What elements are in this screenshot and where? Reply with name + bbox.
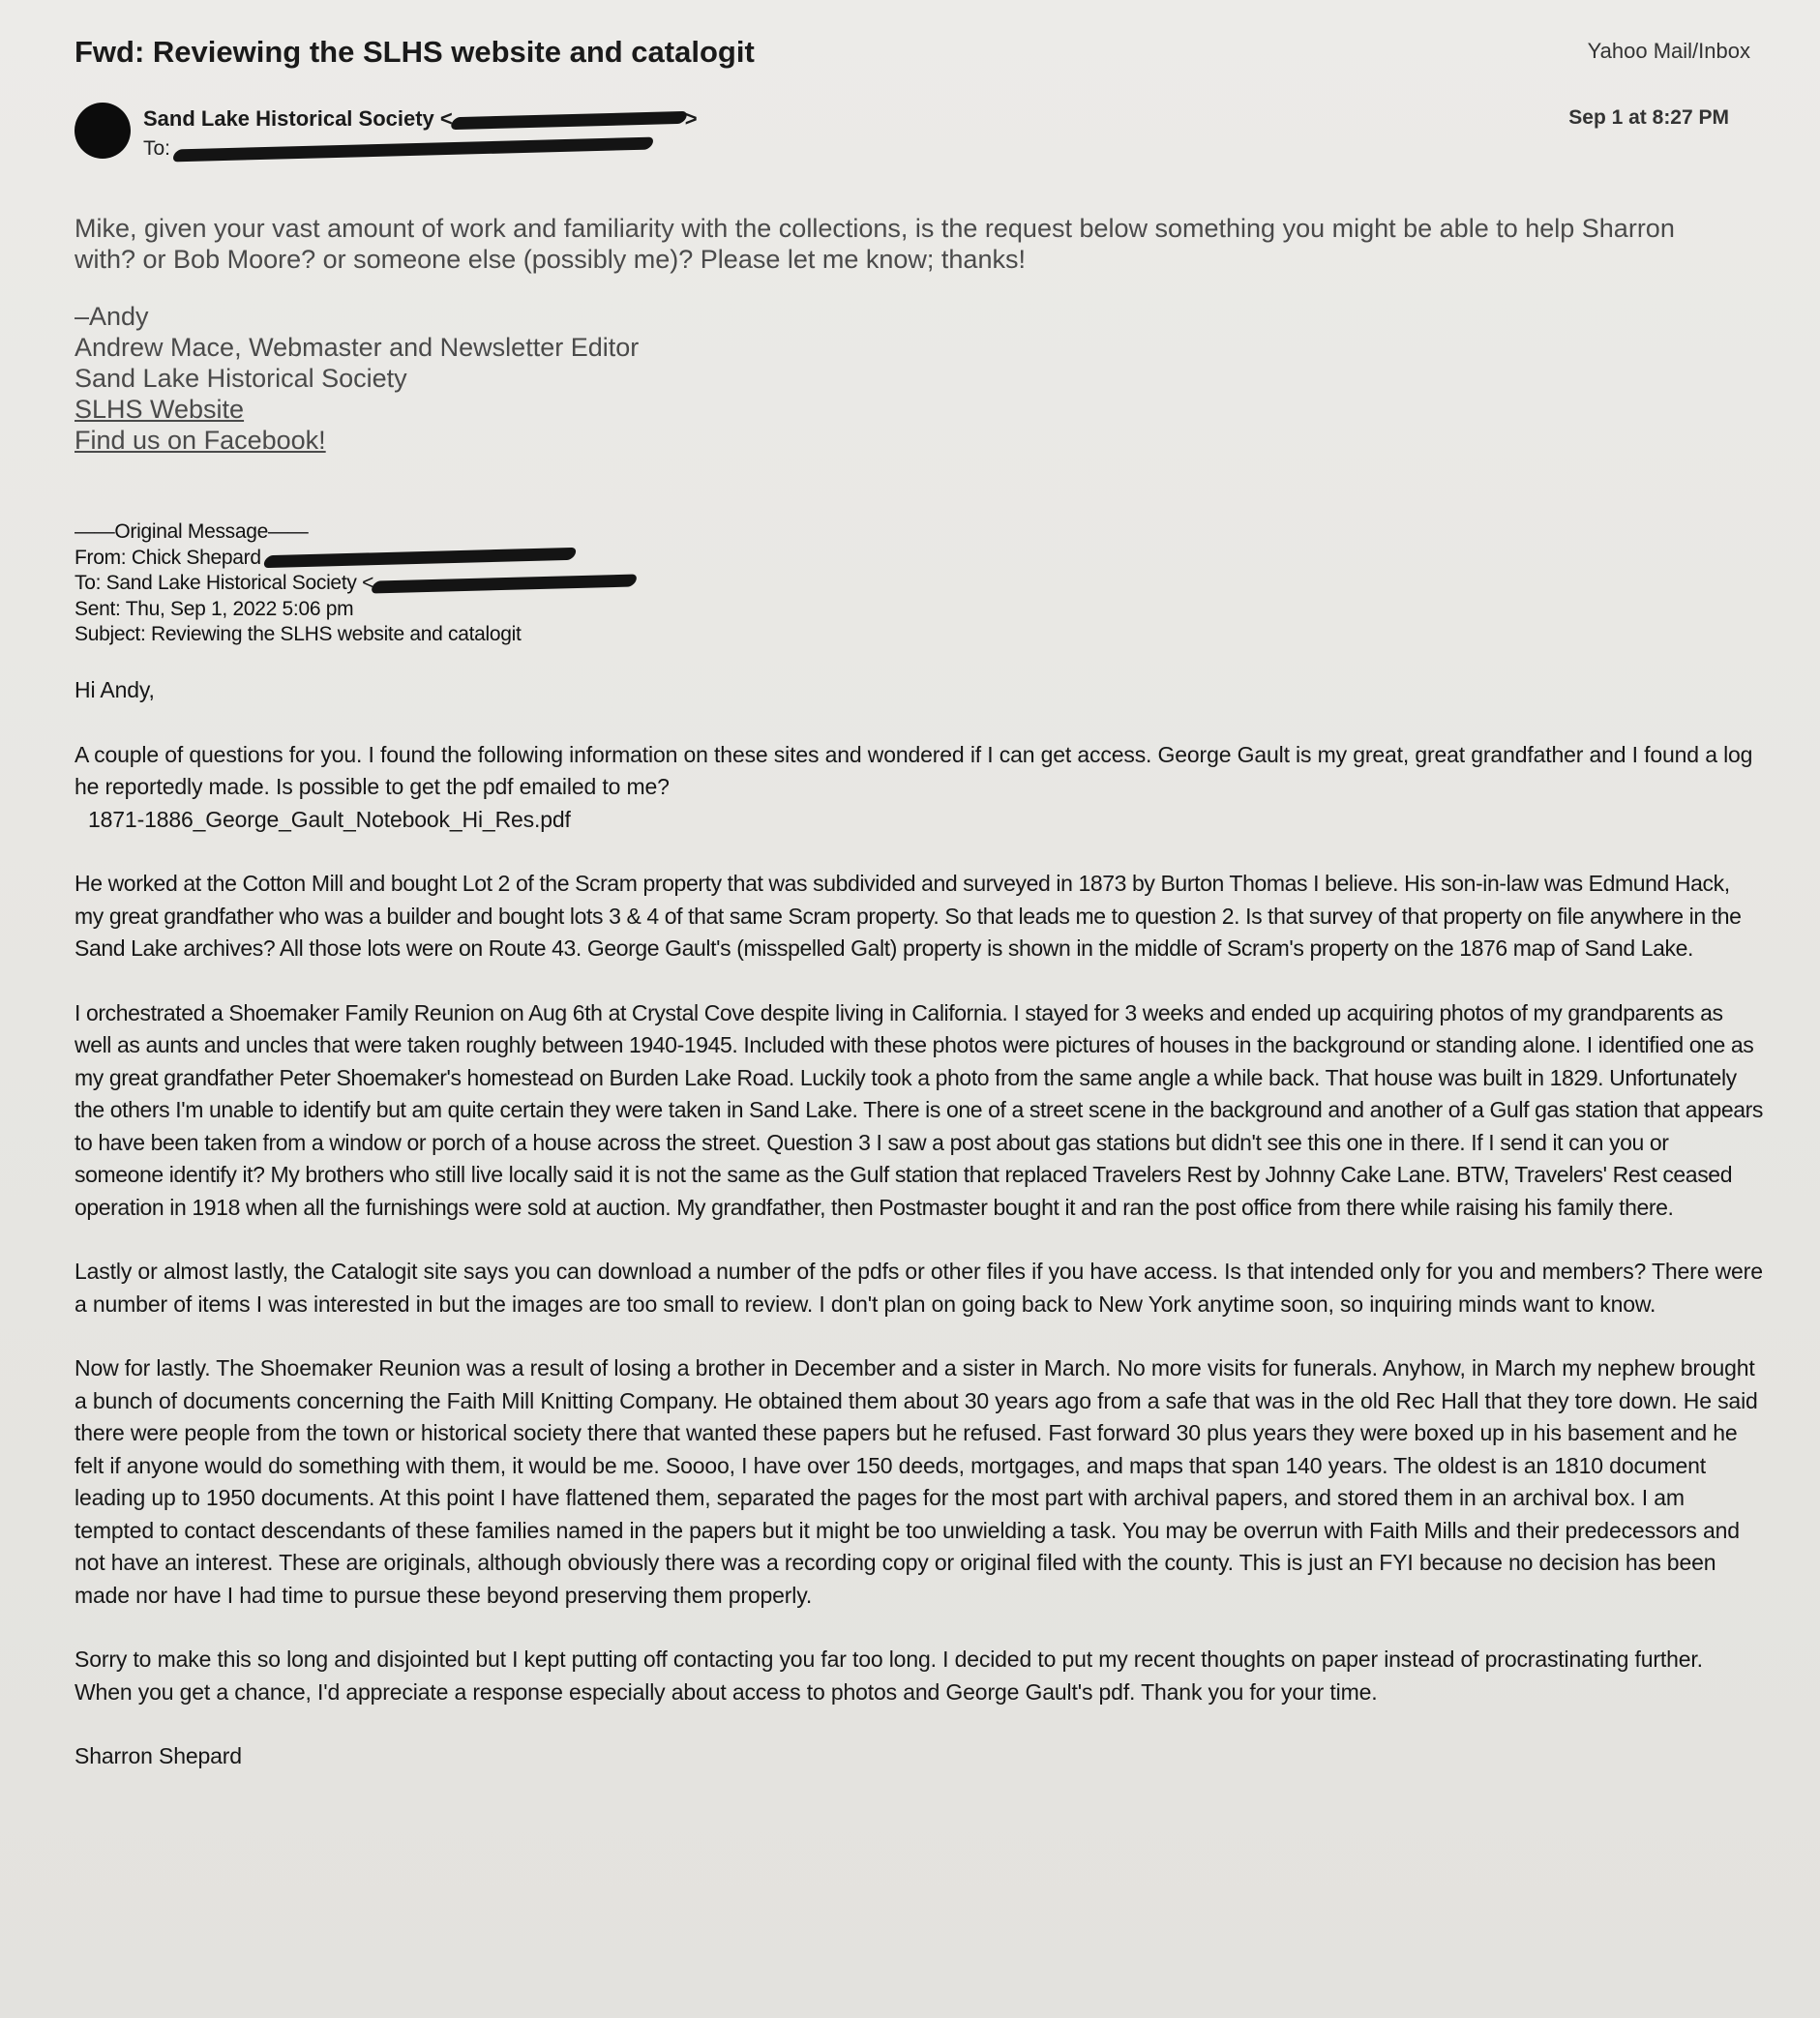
letter-body xyxy=(75,674,1763,1805)
original-divider: ——Original Message—— xyxy=(75,520,309,543)
paragraph-cotton-mill: He worked at the Cotton Mill and bought Lot 2 of the Scram property that was subdivided and surveyed in 1873 by Burton Thomas I believe. His son-in-law was Edmund Hack, my great grandfather who was a builder and bought lots 3 & 4 of that same Scram property. So that leads me to question 2. Is that survey of that property on file anywhere in the Sand Lake archives? All those lots were on Route 43. George Gault's (misspelled Galt) property is shown in the middle of Scram's property on the 1876 map of Sand Lake. xyxy=(75,871,1742,961)
signature-title: Andrew Mace, Webmaster and Newsletter Editor xyxy=(75,333,640,362)
reply-line-1: Mike, given your vast amount of work and familiarity with the collections, is the request below something you might be able to help Sharron xyxy=(75,214,1675,243)
redacted-recipient xyxy=(171,137,655,163)
reply-line-2: with? or Bob Moore? or someone else (possibly me)? Please let me know; thanks! xyxy=(75,245,1026,274)
attachment-filename: 1871-1886_George_Gault_Notebook_Hi_Res.pdf xyxy=(88,806,571,832)
original-subject: Subject: Reviewing the SLHS website and catalogit xyxy=(75,623,522,645)
sender-line xyxy=(143,106,698,132)
paragraph-catalogit: Lastly or almost lastly, the Catalogit site says you can download a number of the pdfs or other files if you have access. Is that intended only for you and members? There were a number of items I was interested in but the images are too small to review. I don't plan on going back to New York anytime soon, so inquiring minds want to know. xyxy=(75,1259,1763,1317)
reply-signature xyxy=(75,301,1758,456)
paragraph-questions: A couple of questions for you. I found the following information on these sites and wondered if I can get access. George Gault is my great, great grandfather and I found a log he reportedly made. Is possible to get the pdf emailed to me? 1871-1886_George_Gault_Notebook_Hi_Res.pdf xyxy=(75,741,1753,832)
sender-name: Sand Lake Historical Society < xyxy=(143,106,453,131)
to-label: To: xyxy=(143,137,171,160)
original-message-header xyxy=(75,519,635,648)
sender-bracket: > xyxy=(684,106,698,131)
signature-name: –Andy xyxy=(75,302,149,331)
redacted-email xyxy=(449,111,688,130)
redacted-from-email xyxy=(262,548,578,568)
reply-section xyxy=(75,213,1758,456)
email-subject: Fwd: Reviewing the SLHS website and catalogit xyxy=(75,35,755,69)
original-sent: Sent: Thu, Sep 1, 2022 5:06 pm xyxy=(75,597,354,620)
paragraph-reunion: I orchestrated a Shoemaker Family Reunion on Aug 6th at Crystal Cove despite living in California. I stayed for 3 weeks and ended up acquiring photos of my grandparents as well as aunts and uncles that were taken roughly between 1940-1945. Included with these photos were pictures of houses in the background or standing alone. I identified one as my great grandfather Peter Shoemaker's homestead on Burden Lake Road. Luckily took a photo from the same angle a while back. That house was built in 1829. Unfortunately the others I'm unable to identify but am quite certain they were taken in Sand Lake. There is one of a street scene in the background and another of a Gulf gas station that appears to have been taken from a window or porch of a house across the street. Question 3 I saw a post about gas stations but didn't see this one in there. If I send it can you or someone identify it? My brothers who still live locally said it is not the same as the Gulf station that replaced Travelers Rest by Johnny Cake Lane. BTW, Travelers' Rest ceased operation in 1918 when all the furnishings were sold at auction. My grandfather, then Postmaster bought it and ran the post office from there while raising his family there. xyxy=(75,999,1763,1220)
facebook-link[interactable]: Find us on Facebook! xyxy=(75,426,326,455)
original-to-line xyxy=(75,571,635,597)
letter-greeting: Hi Andy, xyxy=(75,677,155,702)
original-to: To: Sand Lake Historical Society < xyxy=(75,572,374,594)
sender-avatar xyxy=(75,103,131,159)
redacted-to-email xyxy=(370,574,639,593)
original-from-line xyxy=(75,546,635,572)
original-from: From: Chick Shepard xyxy=(75,546,261,569)
paragraph-closing: Sorry to make this so long and disjointed but I kept putting off contacting you far too long. I decided to put my recent thoughts on paper instead of procrastinating further. When you get a chance, I'd appreciate a response especially about access to photos and George Gault's pdf. Thank you for your time. xyxy=(75,1647,1703,1705)
mailbox-folder: Yahoo Mail/Inbox xyxy=(1587,39,1750,63)
signature-org: Sand Lake Historical Society xyxy=(75,364,407,393)
slhs-website-link[interactable]: SLHS Website xyxy=(75,395,245,424)
recipient-line xyxy=(143,137,650,161)
letter-signature: Sharron Shepard xyxy=(75,1743,242,1768)
email-date: Sep 1 at 8:27 PM xyxy=(1568,106,1729,129)
paragraph-faith-mill: Now for lastly. The Shoemaker Reunion was a result of losing a brother in December and a sister in March. No more visits for funerals. Anyhow, in March my nephew brought a bunch of documents concerning the Faith Mill Knitting Company. He obtained them about 30 years ago from a safe that was in the old Rec Hall that they tore down. He said there were people from the town or historical society there that wanted these papers but he refused. Fast forward 30 plus years they were boxed up in his basement and he felt if anyone would do something with them, it would be me. Soooo, I have over 150 deeds, mortgages, and maps that span 140 years. The oldest is an 1810 document leading up to 1950 documents. At this point I have flattened them, separated the pages for the most part with archival papers, and stored them in an archival box. I am tempted to contact descendants of these families named in the papers but it might be too unwielding a task. You may be overrun with Faith Mills and their predecessors and not have an interest. These are originals, although obviously there was a recording copy or original filed with the county. This is just an FYI because no decision has been made nor have I had time to pursue these beyond preserving them properly. xyxy=(75,1355,1758,1608)
